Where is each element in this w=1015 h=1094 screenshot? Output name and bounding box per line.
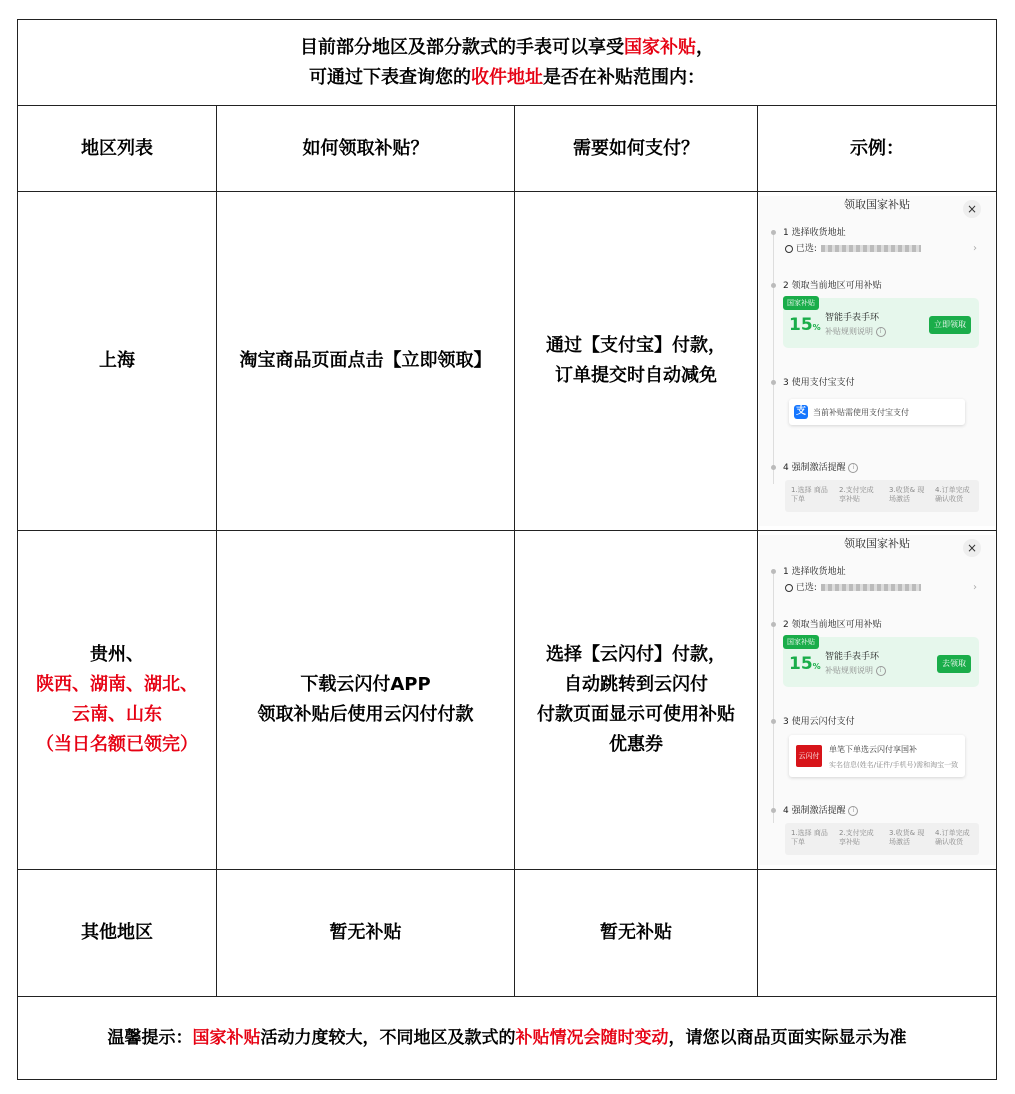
coupon-tag: 国家补贴	[783, 296, 819, 310]
coupon-rule-text: 补贴规则说明	[825, 327, 873, 336]
claim-line: 下载云闪付APP	[300, 674, 431, 695]
step-2-label: 2 领取当前地区可用补贴	[783, 620, 882, 630]
panel-title: 领取国家补贴	[844, 537, 910, 550]
footer-text-2: ，请您以商品页面实际显示为准	[668, 1028, 907, 1048]
step-4-label	[783, 805, 858, 817]
pay-line: 优惠券	[609, 734, 663, 755]
selected-label: 已选:	[795, 244, 817, 254]
flow-step: 2.支付完成 享补贴	[839, 486, 874, 503]
footer-text: 活动力度较大，不同地区及款式的	[260, 1028, 516, 1048]
flow-step: 1.选择 商品下单	[791, 486, 828, 503]
example-panel-unionpay	[759, 535, 995, 865]
footer-notice	[18, 997, 997, 1080]
step-4-text: 4 强制激活提醒	[783, 463, 846, 473]
step-dot	[771, 808, 776, 813]
step-dot	[771, 569, 776, 574]
row-shanghai-region: 上海	[18, 192, 217, 531]
title-punct: ，	[696, 36, 714, 58]
info-icon: i	[876, 327, 886, 337]
coupon-pct-unit: %	[812, 323, 821, 332]
coupon-pct-unit: %	[812, 662, 821, 671]
activation-flow	[785, 480, 979, 512]
subsidy-table	[17, 19, 997, 1080]
pay-subtext: 实名信息(姓名/证件/手机号)需和淘宝一致	[829, 761, 959, 769]
title-text-3: 是否在补贴范围内：	[543, 66, 705, 88]
claim-line: 领取补贴后使用云闪付付款	[257, 704, 474, 725]
coupon-percent	[789, 316, 821, 337]
region-quota-note: （当日名额已领完）	[36, 734, 198, 755]
address-row	[785, 582, 921, 594]
blurred-address	[821, 245, 921, 252]
close-icon: ×	[963, 200, 981, 218]
flow-step: 3.收货& 现场激活	[889, 829, 925, 846]
row-other-example	[758, 870, 997, 997]
blurred-address	[821, 584, 921, 591]
table-title	[18, 20, 997, 106]
footer-highlight-2: 补贴情况会随时变动	[515, 1028, 669, 1048]
flow-step: 4.订单完成 确认收货	[935, 829, 970, 846]
title-text-2: 可通过下表查询您的	[309, 66, 471, 88]
pay-text: 单笔下单选云闪付享国补	[829, 745, 917, 754]
row-shanghai-claim: 淘宝商品页面点击【立即领取】	[217, 192, 515, 531]
pay-line: 选择【云闪付】付款，	[546, 644, 726, 665]
coupon-pct-value: 15	[789, 654, 813, 674]
title-text: 目前部分地区及部分款式的手表可以享受	[300, 36, 624, 58]
step-4-text: 4 强制激活提醒	[783, 806, 846, 816]
row-other-claim: 暂无补贴	[217, 870, 515, 997]
location-icon	[785, 245, 793, 253]
row-guizhou-claim	[217, 531, 515, 870]
row-other-region: 其他地区	[18, 870, 217, 997]
header-example: 示例：	[758, 106, 997, 192]
row-guizhou-region	[18, 531, 217, 870]
step-4-label	[783, 462, 858, 474]
alipay-box	[789, 399, 965, 425]
selected-label: 已选:	[795, 583, 817, 593]
title-highlight-address: 收件地址	[471, 66, 543, 88]
step-3-label: 3 使用支付宝支付	[783, 378, 855, 388]
row-shanghai-payment	[515, 192, 758, 531]
flow-step: 2.支付完成 享补贴	[839, 829, 874, 846]
claim-coupon-button: 去领取	[937, 655, 971, 673]
step-1-label: 1 选择收货地址	[783, 228, 846, 238]
timeline-line	[773, 573, 774, 823]
location-icon	[785, 584, 793, 592]
step-dot	[771, 230, 776, 235]
example-alipay	[758, 192, 997, 531]
chevron-right-icon: ›	[973, 243, 977, 254]
info-icon: i	[876, 666, 886, 676]
step-2-label: 2 领取当前地区可用补贴	[783, 281, 882, 291]
coupon-percent	[789, 655, 821, 676]
alipay-icon: 支	[796, 406, 806, 417]
info-icon: i	[848, 463, 858, 473]
header-region: 地区列表	[18, 106, 217, 192]
unionpay-icon: 云闪付	[796, 745, 822, 767]
step-dot	[771, 622, 776, 627]
coupon-name: 智能手表手环	[825, 652, 880, 662]
close-icon: ×	[963, 539, 981, 557]
step-dot	[771, 465, 776, 470]
coupon-card	[783, 637, 979, 687]
row-other-payment: 暂无补贴	[515, 870, 758, 997]
pay-line: 通过【支付宝】付款，	[546, 335, 726, 356]
address-row	[785, 243, 921, 255]
footer-label: 温馨提示：	[107, 1028, 193, 1048]
region-guizhou: 贵州、	[90, 644, 144, 665]
example-panel-alipay	[759, 196, 995, 526]
coupon-rule	[825, 326, 886, 338]
step-dot	[771, 283, 776, 288]
chevron-right-icon: ›	[973, 582, 977, 593]
panel-title: 领取国家补贴	[844, 198, 910, 211]
flow-step: 4.订单完成 确认收货	[935, 486, 970, 503]
region-red-list: 云南、山东	[72, 704, 162, 725]
coupon-rule-text: 补贴规则说明	[825, 666, 873, 675]
step-dot	[771, 719, 776, 724]
info-icon: i	[848, 806, 858, 816]
coupon-pct-value: 15	[789, 315, 813, 335]
activation-flow	[785, 823, 979, 855]
unionpay-box	[789, 735, 965, 777]
pay-line: 订单提交时自动减免	[555, 365, 717, 386]
flow-step: 3.收货& 现场激活	[889, 486, 925, 503]
coupon-rule	[825, 665, 886, 677]
coupon-card	[783, 298, 979, 348]
claim-coupon-button: 立即领取	[929, 316, 971, 334]
coupon-name: 智能手表手环	[825, 313, 880, 323]
header-payment: 需要如何支付？	[515, 106, 758, 192]
row-guizhou-payment	[515, 531, 758, 870]
step-3-label: 3 使用云闪付支付	[783, 717, 855, 727]
step-1-label: 1 选择收货地址	[783, 567, 846, 577]
pay-line: 自动跳转到云闪付	[564, 674, 708, 695]
flow-step: 1.选择 商品下单	[791, 829, 828, 846]
header-claim: 如何领取补贴？	[217, 106, 515, 192]
coupon-tag: 国家补贴	[783, 635, 819, 649]
pay-line: 付款页面显示可使用补贴	[537, 704, 735, 725]
step-dot	[771, 380, 776, 385]
example-unionpay	[758, 531, 997, 870]
footer-highlight: 国家补贴	[192, 1028, 261, 1048]
timeline-line	[773, 234, 774, 484]
region-red-list: 陕西、湖南、湖北、	[36, 674, 198, 695]
title-highlight-subsidy: 国家补贴	[624, 36, 696, 58]
pay-text: 当前补贴需使用支付宝支付	[813, 408, 909, 417]
